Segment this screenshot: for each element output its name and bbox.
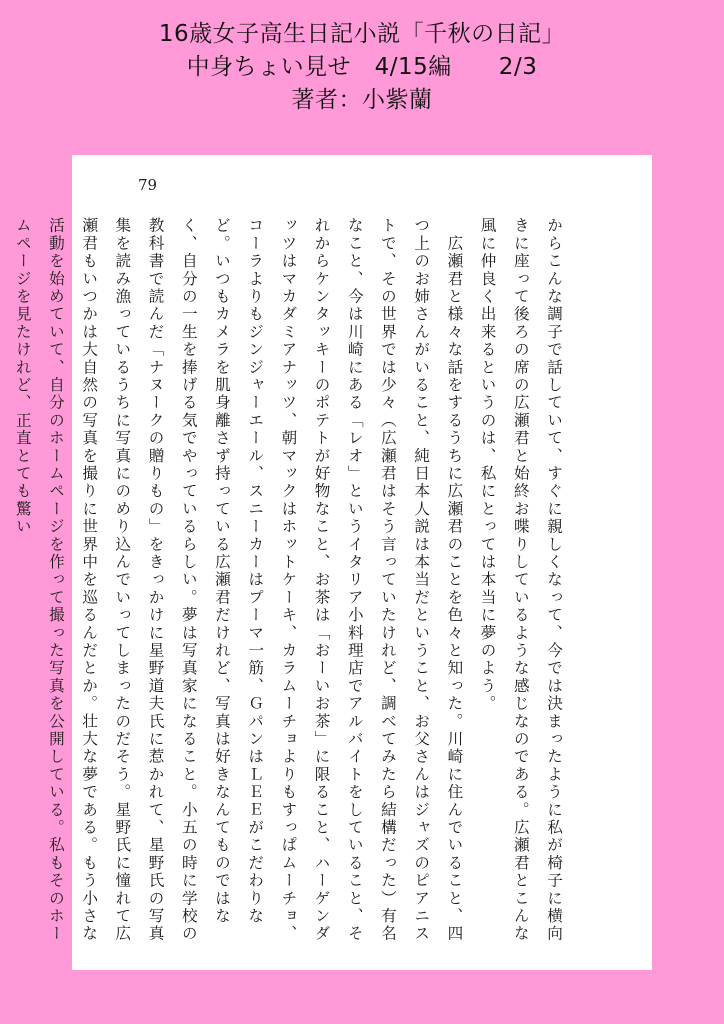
header — [0, 18, 724, 117]
paragraph-1: からこんな調子で話していて、すぐに親しくなって、今では決まったように私が椅子に横向きに座って後ろの席の広瀬君と始終お喋りしているような感じなのである。広瀬君とこんな風に仲良く出来るというのは、私にとっては本当に夢のよう。 — [478, 217, 563, 943]
subtitle-line: 中身ちょい見せ 4/15編 2/3 — [186, 54, 538, 80]
vertical-text — [13, 217, 570, 947]
author-line: 著者：小紫蘭 — [291, 87, 433, 113]
book-page — [13, 155, 652, 970]
paragraph-2: 広瀬君と様々な話をするうちに広瀬君のことを色々と知った。川崎に住んでいること、四つ上のお姉さんがいること、純日本人説は本当だということ、お父さんはジャズのピアニストで、その世界では少々（広瀬君はそう言っていたけれど、調べてみたら結構だった）有名なこと、今は川崎にある「レオ」というイタリア小料理店でアルバイトをしていること、それからケンタッキーのポテトが好物なこと、お茶は「おーいお茶」に限ること、ハーゲンダッツはマカダミアナッツ、朝マックはホットケーキ、カラムーチョよりもすっぱムーチョ、コーラよりもジンジャーエール、スニーカーはプーマ一筋、ＧパンはＬＥＥがこだわりなど。いつもカメラを肌身離さず持っている広瀬君だけれど、写真は好きなんてものではなく、自分の一生を捧げる気でやっているらしい。夢は写真家になること。小五の時に学校の教科書で読んだ「ナヌークの贈りもの」をきっかけに星野道夫氏に惹かれて、星野氏の写真集を読み漁っているうちに写真にのめり込んでいってしまったのだそう。星野氏に憧れて広瀬君もいつかは大自然の写真を撮りに世界中を巡るんだとか。壮大な夢である。もう小さな活動を始めていて、自分のホームページを作って撮った写真を公開している。私もそのホームページを見たけれど、正直とても驚い — [13, 217, 464, 943]
title-line: 16歳女子高生日記小説「千秋の日記」 — [158, 21, 566, 47]
page-number: 79 — [138, 176, 158, 194]
page-text-body — [13, 217, 570, 947]
